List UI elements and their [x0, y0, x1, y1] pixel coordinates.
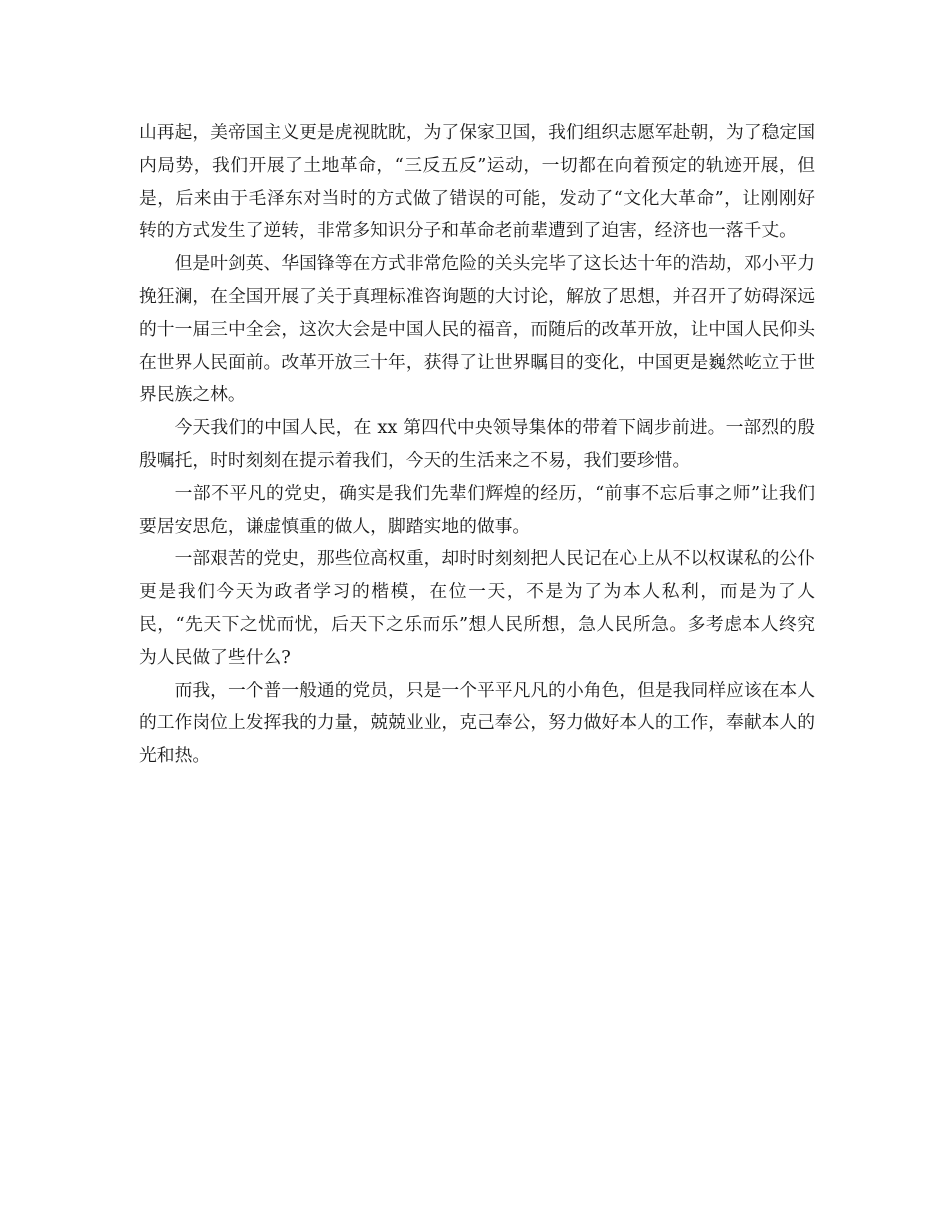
paragraph-continued: 山再起，美帝国主义更是虎视眈眈，为了保家卫国，我们组织志愿军赴朝，为了稳定国内局势，我们开展了土地革命，“三反五反”运动，一切都在向着预定的轨迹开展，但是，后来由于毛泽东对当时的方式做了错误的可能，发动了“文化大革命”，让刚刚好转的方式发生了逆转，非常多知识分子和革命老前辈遭到了迫害，经济也一落千丈。	[139, 122, 815, 242]
paragraph: 今天我们的中国人民，在 xx 第四代中央领导集体的带着下阔步前进。一部烈的殷殷嘱托，时时刻刻在提示着我们，今天的生活来之不易，我们要珍惜。	[139, 417, 815, 471]
paragraph: 一部不平凡的党史，确实是我们先辈们辉煌的经历，“前事不忘后事之师”让我们要居安思危，谦虚慎重的做人，脚踏实地的做事。	[139, 482, 815, 537]
paragraph: 一部艰苦的党史，那些位高权重，却时时刻刻把人民记在心上从不以权谋私的公仆更是我们今天为政者学习的楷模，在位一天，不是为了为本人私利，而是为了人民，“先天下之忧而忧，后天下之乐而乐”想人民所想，急人民所急。多考虑本人终究为人民做了些什么?	[139, 548, 815, 668]
document-body	[139, 117, 815, 773]
paragraph: 但是叶剑英、华国锋等在方式非常危险的关头完毕了这长达十年的浩劫，邓小平力挽狂澜，在全国开展了关于真理标准咨询题的大讨论，解放了思想，并召开了妨碍深远的十一届三中全会，这次大会是中国人民的福音，而随后的改革开放，让中国人民仰头在世界人民面前。改革开放三十年，获得了让世界瞩目的变化，中国更是巍然屹立于世界民族之林。	[139, 253, 815, 406]
paragraph: 而我，一个普一般通的党员，只是一个平平凡凡的小角色，但是我同样应该在本人的工作岗位上发挥我的力量，兢兢业业，克己奉公，努力做好本人的工作，奉献本人的光和热。	[139, 679, 815, 767]
